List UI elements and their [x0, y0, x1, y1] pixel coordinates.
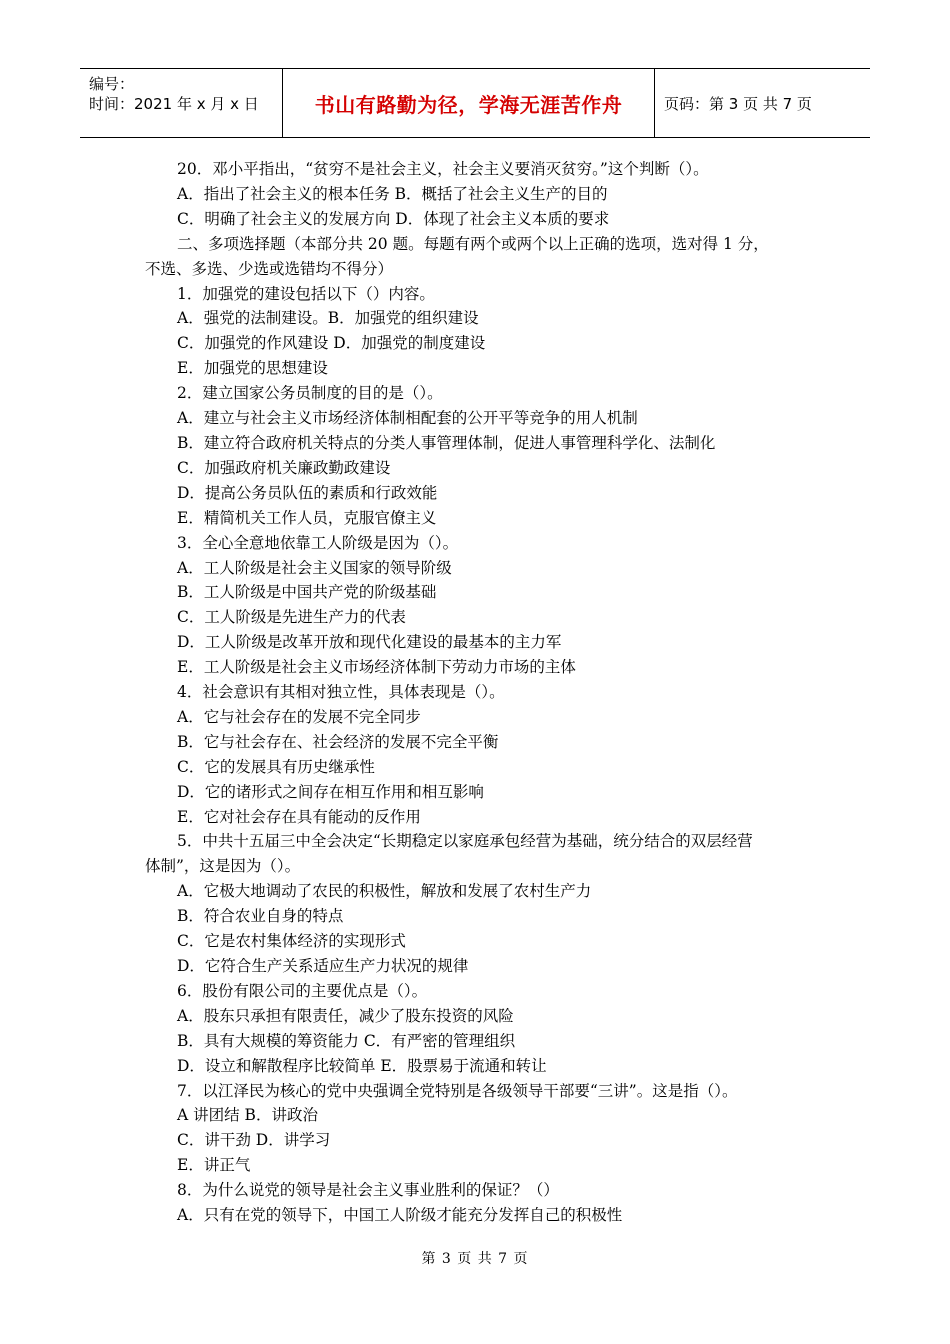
text-line: B．建立符合政府机关特点的分类人事管理体制，促进人事管理科学化、法制化: [177, 433, 716, 452]
text-line: E．工人阶级是社会主义市场经济体制下劳动力市场的主体: [177, 658, 576, 677]
text-line: D．工人阶级是改革开放和现代化建设的最基本的主力军: [177, 633, 562, 652]
text-line: 4．社会意识有其相对独立性，具体表现是（）。: [177, 683, 505, 702]
text-line: A．它极大地调动了农民的积极性，解放和发展了农村生产力: [177, 882, 592, 901]
text-line: D．设立和解散程序比较简单 E．股票易于流通和转让: [177, 1056, 547, 1075]
header-page-cell: [655, 69, 870, 137]
header-motto-cell: [283, 69, 655, 137]
text-line: 7．以江泽民为核心的党中央强调全党特别是各级领导干部要“三讲”。这是指（）。: [177, 1081, 738, 1100]
header-motto: 书山有路勤为径，学海无涯苦作舟: [314, 92, 623, 117]
text-line: 8．为什么说党的领导是社会主义事业胜利的保证？（）: [177, 1181, 559, 1200]
text-line: A．指出了社会主义的根本任务 B．概括了社会主义生产的目的: [177, 184, 608, 203]
text-line: C．加强党的作风建设 D．加强党的制度建设: [177, 334, 486, 353]
document-date: 时间：2021 年 x 月 x 日: [89, 95, 259, 113]
text-line: C．它的发展具有历史继承性: [177, 757, 375, 776]
text-line: B．符合农业自身的特点: [177, 907, 344, 926]
document-body: [145, 157, 813, 1228]
text-line: E．它对社会存在具有能动的反作用: [177, 807, 421, 826]
text-line: 不选、多选、少选或选错均不得分）: [145, 259, 394, 278]
text-line: D．它符合生产关系适应生产力状况的规律: [177, 957, 469, 975]
text-line: 6．股份有限公司的主要优点是（）。: [177, 981, 428, 1000]
text-line: A．强党的法制建设。B．加强党的组织建设: [177, 309, 479, 328]
text-line: E．加强党的思想建设: [177, 359, 328, 378]
text-line: 二、多项选择题（本部分共 20 题。每题有两个或两个以上正确的选项，选对得 1 分，: [177, 234, 769, 253]
text-line: D．它的诸形式之间存在相互作用和相互影响: [177, 782, 484, 801]
text-line: B．它与社会存在、社会经济的发展不完全平衡: [177, 732, 499, 751]
text-line: B．具有大规模的筹资能力 C．有严密的管理组织: [177, 1031, 516, 1050]
text-line: A．工人阶级是社会主义国家的领导阶级: [177, 558, 452, 577]
text-line: A．只有在党的领导下，中国工人阶级才能充分发挥自己的积极性: [177, 1206, 623, 1225]
document-header: [80, 68, 870, 138]
header-page-info: 页码：第 3 页 共 7 页: [664, 94, 812, 113]
text-line: D．提高公务员队伍的素质和行政效能: [177, 483, 438, 502]
text-line: 3．全心全意地依靠工人阶级是因为（）。: [177, 533, 459, 552]
text-line: 20．邓小平指出，“贫穷不是社会主义，社会主义要消灭贫穷。”这个判断（）。: [177, 160, 709, 178]
text-line: A．它与社会存在的发展不完全同步: [177, 707, 421, 726]
text-line: 1．加强党的建设包括以下（）内容。: [177, 284, 435, 303]
text-line: C．它是农村集体经济的实现形式: [177, 932, 406, 951]
text-line: E．精简机关工作人员，克服官僚主义: [177, 508, 437, 527]
text-line: C．工人阶级是先进生产力的代表: [177, 608, 406, 627]
text-line: C．加强政府机关廉政勤政建设: [177, 458, 391, 477]
text-line: C．明确了社会主义的发展方向 D．体现了社会主义本质的要求: [177, 209, 610, 228]
document-number-label: 编号：: [89, 75, 135, 93]
text-line: 2．建立国家公务员制度的目的是（）。: [177, 384, 443, 403]
text-line: B．工人阶级是中国共产党的阶级基础: [177, 583, 437, 602]
page-footer: 第 3 页 共 7 页: [421, 1251, 529, 1267]
text-line: A 讲团结 B．讲政治: [177, 1106, 318, 1125]
text-line: C．讲干劲 D．讲学习: [177, 1131, 331, 1150]
text-line: A．股东只承担有限责任，减少了股东投资的风险: [177, 1006, 514, 1025]
text-line: A．建立与社会主义市场经济体制相配套的公开平等竞争的用人机制: [177, 409, 638, 428]
text-line: 体制”，这是因为（）。: [145, 857, 301, 876]
header-meta-cell: [80, 69, 283, 137]
text-line: E．讲正气: [177, 1156, 251, 1175]
text-line: 5．中共十五届三中全会决定“长期稳定以家庭承包经营为基础，统分结合的双层经营: [177, 832, 753, 851]
